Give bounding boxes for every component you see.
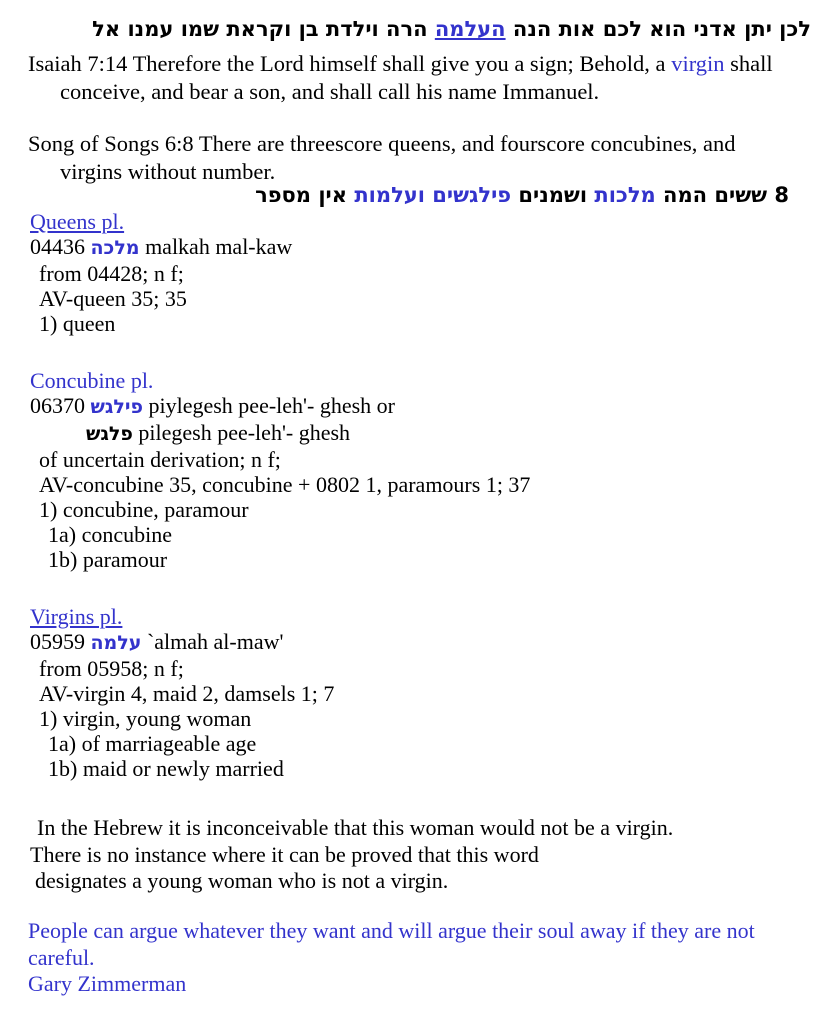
entry-av-counts-concubine: AV-concubine 35, concubine + 0802 1, paramours 1; 37 (39, 472, 531, 497)
isaiah-verse-line-1 (28, 50, 801, 78)
entry-hebrew-word-virgins: עלמה (90, 632, 142, 654)
lexicon-entry-queens (30, 209, 292, 336)
entry-heading-virgins: Virgins pl. (30, 604, 123, 629)
entry-transliteration-virgins: `almah al-maw' (146, 629, 284, 654)
isaiah-hebrew-segment-before: לכן יתן אדני הוא לכם אות הנה (505, 17, 811, 41)
entry-av-counts-queens: AV-queen 35; 35 (39, 286, 187, 311)
entry-definition-virgins-1b: 1b) maid or newly married (48, 756, 284, 781)
isaiah-verse-text-b: shall (724, 51, 773, 76)
sos-hebrew-segment-2: ושמנים (511, 183, 595, 207)
sos-hebrew-segment-3: אין מספר (255, 183, 355, 207)
song-of-songs-english-verse (28, 130, 801, 186)
entry-lemma-alt-line-concubine (30, 420, 530, 447)
isaiah-verse-line-2: conceive, and bear a son, and shall call his name Immanuel. (60, 79, 600, 104)
song-of-songs-hebrew-line (0, 182, 789, 208)
entry-transliteration-concubine: piylegesh pee-leh'- ghesh or (148, 393, 395, 418)
entry-transliteration-alt-concubine: pilegesh pee-leh'- ghesh (138, 420, 351, 445)
entry-definition-virgins-1a: 1a) of marriageable age (48, 731, 257, 756)
isaiah-hebrew-segment-after: הרה וילדת בן וקראת שמו עמנו אל (92, 17, 435, 41)
sos-hebrew-text (0, 182, 789, 208)
entry-av-counts-virgins: AV-virgin 4, maid 2, damsels 1; 7 (39, 681, 335, 706)
entry-hebrew-word-concubine: פילגש (90, 396, 143, 418)
entry-lemma-line-virgins (30, 629, 334, 656)
isaiah-verse-text-a: Isaiah 7:14 Therefore the Lord himself shall give you a sign; Behold, a (28, 51, 672, 76)
entry-heading-queens: Queens pl. (30, 209, 125, 234)
isaiah-hebrew-highlight-haalmah: העלמה (434, 17, 506, 41)
signoff-line-1: People can argue whatever they want and will argue their soul away if they are not (28, 918, 755, 943)
sos-hebrew-segment-1: ששים המה (655, 183, 768, 207)
sos-hebrew-verse-number: 8 (767, 183, 789, 207)
entry-derivation-virgins: from 05958; n f; (39, 656, 184, 681)
sos-hebrew-highlight-malkot: מלכות (594, 183, 656, 207)
isaiah-english-verse (28, 50, 801, 106)
signoff-block (28, 918, 801, 998)
entry-strongs-number-queens: 04436 (30, 234, 85, 259)
entry-derivation-concubine: of uncertain derivation; n f; (39, 447, 281, 472)
entry-definition-queens-1: 1) queen (39, 311, 116, 336)
signoff-author: Gary Zimmerman (28, 971, 187, 996)
isaiah-hebrew-text (0, 16, 811, 42)
isaiah-verse-highlight-virgin: virgin (671, 51, 725, 76)
entry-strongs-number-virgins: 05959 (30, 629, 85, 654)
entry-heading-concubine: Concubine pl. (30, 368, 154, 393)
lexicon-entry-concubine (30, 368, 530, 572)
entry-lemma-line-concubine (30, 393, 530, 420)
lexicon-entry-virgins (30, 604, 334, 781)
entry-lemma-line-queens (30, 234, 292, 261)
entry-definition-concubine-1: 1) concubine, paramour (39, 497, 249, 522)
entry-derivation-queens: from 04428; n f; (39, 261, 184, 286)
closing-line-3: designates a young woman who is not a virgin. (35, 868, 449, 893)
closing-line-1: In the Hebrew it is inconceivable that this woman would not be a virgin. (37, 815, 674, 840)
entry-definition-virgins-1: 1) virgin, young woman (39, 706, 252, 731)
sos-hebrew-highlight-pilagshim-vaalamot: פילגשים ועלמות (354, 183, 512, 207)
closing-commentary (30, 815, 801, 895)
signoff-line-2: careful. (28, 944, 95, 970)
closing-line-2: There is no instance where it can be proved that this word (30, 841, 539, 867)
entry-strongs-number-concubine: 06370 (30, 393, 85, 418)
isaiah-hebrew-line (0, 16, 811, 42)
entry-hebrew-word-alt-concubine: פלגש (86, 423, 133, 445)
sos-verse-line-1: Song of Songs 6:8 There are threescore queens, and fourscore concubines, and (28, 131, 736, 156)
entry-hebrew-word-queens: מלכה (90, 237, 140, 259)
sos-verse-line-2: virgins without number. (60, 159, 276, 184)
entry-definition-concubine-1b: 1b) paramour (48, 547, 168, 572)
entry-definition-concubine-1a: 1a) concubine (48, 522, 172, 547)
entry-transliteration-queens: malkah mal-kaw (145, 234, 293, 259)
